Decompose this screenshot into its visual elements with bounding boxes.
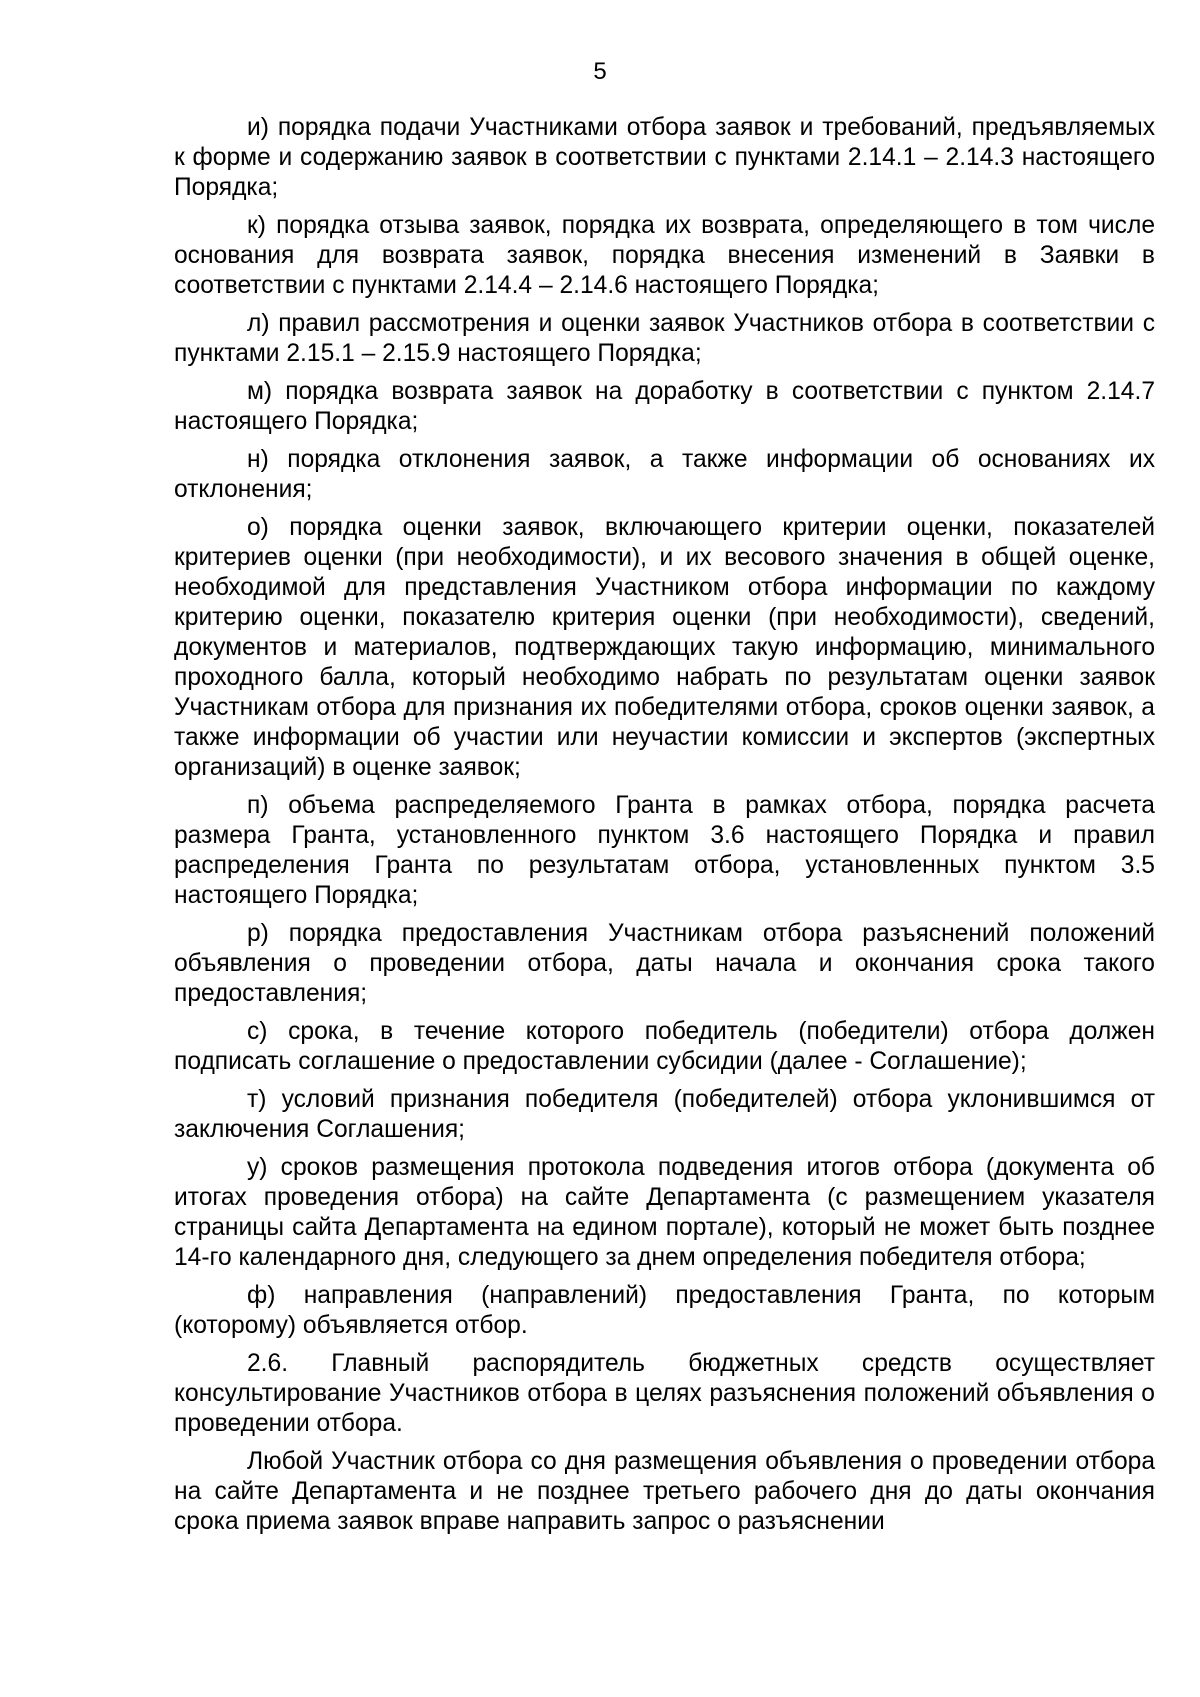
paragraph-o: о) порядка оценки заявок, включающего критерии оценки, показателей критериев оценки (при необходимости), и их весового значения в общей оценке, необходимой для представления Участником отбора информации по каждому критерию оценки, показателю критерия оценки (при необходимости), сведений, документов и материалов, подтверждающих такую информацию, минимального проходного балла, который необходимо набрать по результатам оценки заявок Участникам отбора для признания их победителями отбора, сроков оценки заявок, а также информации об участии или неучастии комиссии и экспертов (экспертных организаций) в оценке заявок; (174, 514, 1155, 781)
paragraph-n: н) порядка отклонения заявок, а также информации об основаниях их отклонения; (174, 446, 1155, 503)
paragraph-f: ф) направления (направлений) предоставления Гранта, по которым (которому) объявляется отбор. (174, 1282, 1155, 1339)
document-body (174, 113, 1155, 1545)
paragraph-k: к) порядка отзыва заявок, порядка их возврата, определяющего в том числе основания для возврата заявок, порядка внесения изменений в Заявки в соответствии с пунктами 2.14.4 – 2.14.6 настоящего Порядка; (174, 212, 1155, 299)
paragraph-u: у) сроков размещения протокола подведения итогов отбора (документа об итогах проведения отбора) на сайте Департамента (с размещением указателя страницы сайта Департамента на едином портале), который не может быть позднее 14-го календарного дня, следующего за днем определения победителя отбора; (174, 1154, 1155, 1271)
paragraph-s: с) срока, в течение которого победитель (победители) отбора должен подписать соглашение о предоставлении субсидии (далее - Соглашение); (174, 1018, 1155, 1075)
paragraph-any-participant: Любой Участник отбора со дня размещения объявления о проведении отбора на сайте Департамента и не позднее третьего рабочего дня до даты окончания срока приема заявок вправе направить запрос о разъяснении (174, 1448, 1155, 1535)
page-number: 5 (593, 58, 607, 85)
paragraph-r: р) порядка предоставления Участникам отбора разъяснений положений объявления о проведении отбора, даты начала и окончания срока такого предоставления; (174, 920, 1155, 1007)
paragraph-l: л) правил рассмотрения и оценки заявок Участников отбора в соответствии с пунктами 2.15.1 – 2.15.9 настоящего Порядка; (174, 310, 1155, 367)
paragraph-i: и) порядка подачи Участниками отбора заявок и требований, предъявляемых к форме и содержанию заявок в соответствии с пунктами 2.14.1 – 2.14.3 настоящего Порядка; (174, 114, 1155, 201)
paragraph-t: т) условий признания победителя (победителей) отбора уклонившимся от заключения Соглашения; (174, 1086, 1155, 1143)
paragraph-p: п) объема распределяемого Гранта в рамках отбора, порядка расчета размера Гранта, установленного пунктом 3.6 настоящего Порядка и правил распределения Гранта по результатам отбора, установленных пунктом 3.5 настоящего Порядка; (174, 792, 1155, 909)
paragraph-m: м) порядка возврата заявок на доработку в соответствии с пунктом 2.14.7 настоящего Порядка; (174, 378, 1155, 435)
paragraph-2-6: 2.6. Главный распорядитель бюджетных средств осуществляет консультирование Участников отбора в целях разъяснения положений объявления о проведении отбора. (174, 1350, 1155, 1437)
